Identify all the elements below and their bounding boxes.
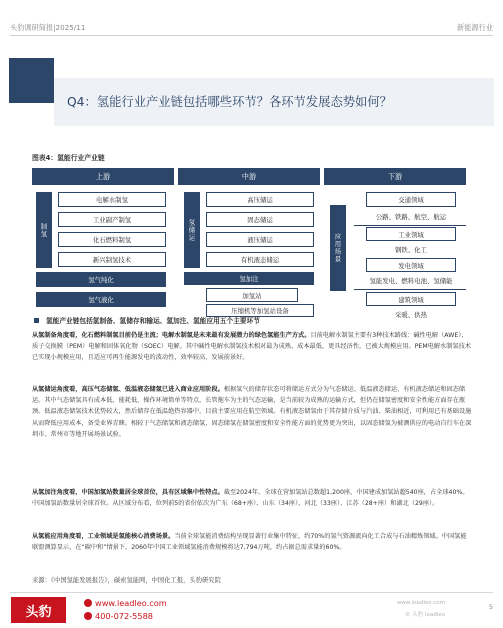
downstream-building-header: 建筑领域 (366, 292, 456, 306)
upstream-production-label: 制氢 (36, 192, 52, 268)
footer-phone[interactable] (84, 611, 153, 621)
footer-right-line1: www.leadleo.com (396, 600, 445, 606)
footer-phone-text[interactable]: 400-072-5588 (95, 611, 154, 621)
footer-divider (10, 592, 493, 593)
paragraph-body: 截至2024年，全球在营加氢站总数超1,200座，中国建成加氢站超540座，占全球40%。中国加氢站数量居全球首位。从区域分布看，位列前5的省份依次为广东（68+座）、山东（34座）、河北（33座）、江苏（28+座）和湖北（29座）。 (32, 489, 469, 508)
header-report-label: 头豹调研简报|2025/11 (10, 23, 86, 32)
midstream-refueling-equipment: 压缩机等加氢站设备 (206, 304, 314, 317)
downstream-application-label: 应用场景 (330, 205, 346, 291)
upstream-item-byproduct: 工业副产制氢 (58, 212, 166, 227)
paragraph-lead: 从氢能应用角度看，工业领域是氢能核心消费场景。 (32, 533, 175, 540)
page-number: 5 (488, 603, 493, 611)
bullet-square-icon (34, 318, 39, 323)
midstream-item-organic: 有机液态储运 (206, 252, 314, 267)
downstream-divider (354, 225, 466, 226)
footer-website-text[interactable]: www.leadleo.com (95, 598, 167, 608)
paragraph-body: 根据氢气的储存状态可将储运方式分为气态储运、低温液态储运、有机液态储运和固态储运。其中气态储氢具有成本低、能耗低、操作环境简单等特点，长管拖车为主的气态运输，是当前较为成熟的运输方式，但仍在储氢密度和安全性能方面存在瓶颈。低温液态储氢技术优势较大，然后储存在低温绝热容器中，目前主要应用在航空领域。有机液态储氢由于其存储介质与汽油、柴油相近，可利用已有基础设施从而降低应用成本，备受业界青睐。相较于气态储氢和液态储氢，固态储氢在储氢密度和安全性能方面的优势更为突出，以固态储氢为被测供应的电动自行车在深圳市、常州市等地开展场景试验。 (32, 386, 472, 438)
upstream-item-electrolysis: 电解水制氢 (58, 192, 166, 207)
upstream-liquefaction: 氢气液化 (36, 292, 166, 307)
paragraph-refueling (32, 487, 472, 509)
figure-summary-note: 氢能产业链包括氢制备、氢储存和输运、氢加注、氢能应用五个主要环节 (46, 317, 260, 325)
downstream-building-detail: 采暖、供热 (395, 310, 427, 319)
midstream-refueling-header: 氢加注 (184, 272, 314, 285)
downstream-industry-header: 工业领域 (366, 227, 456, 241)
stage-upstream: 上游 (32, 168, 174, 185)
paragraph-lead: 从氢储运角度看，高压气态储氢、低温液态储氢已进入商业应用阶段。 (32, 386, 224, 393)
paragraph-lead: 从氢加注角度看，中国加氢站数量居全球首位，具有区域集中性特点。 (32, 489, 224, 496)
figure-title: 图表4：氢能行业产业链 (32, 154, 105, 162)
paragraph-storage (32, 384, 472, 440)
downstream-power-detail: 氢能发电、燃料电池、氢储能 (369, 277, 453, 285)
paragraph-body: 当前全球氢能消费结构呈现显著行业集中特征，约70%的氢气资源流向化工合成与石油精炼领域。中国氢能联盟测算显示，在“碳中和”情景下，2060年中国工业领域氢能消费规模将达7,794万吨，约占据总需求量的60%。 (32, 533, 467, 552)
globe-icon (84, 599, 92, 607)
stage-downstream: 下游 (324, 168, 466, 185)
downstream-divider (354, 289, 466, 290)
upstream-item-emerging: 新兴制氢技术 (58, 252, 166, 267)
footer-right-line2: © 头豹 leadleo (404, 612, 445, 618)
upstream-item-fossil: 化石燃料制氢 (58, 232, 166, 247)
paragraph-body: 目前电解水制氢主要有3种技术路线：碱性电解（AWE）、质子交换膜（PEM）电解和固体氧化物（SOEC）电解。其中碱性电解水制氢技术相对最为成熟、成本最低、更具经济性，已被大规模应用。PEM电解水制氢技术已实现小规模应用，且适应可再生能源发电的波动性，效率较高，发展前景好。 (32, 332, 471, 362)
question-accent-square (9, 58, 54, 103)
midstream-item-solid: 固态储运 (206, 212, 314, 227)
midstream-item-high-pressure: 高压储运 (206, 192, 314, 207)
paragraph-lead: 从氢制备角度看，化石燃料制氢目前仍是主流；电解水制氢是未来最有发展潜力的绿色氢能生产方式。 (32, 332, 311, 339)
paragraph-production (32, 330, 472, 364)
source-citation: 来源：《中国氢能发展报告》，碳索氢能网，中国化工报，头豹研究院 (32, 577, 221, 584)
downstream-industry-detail: 钢铁、化工 (395, 246, 427, 254)
midstream-storage-label: 氢储运 (184, 192, 200, 268)
downstream-transport-detail: 公路、铁路、航空、航运 (375, 212, 447, 221)
leadleo-logo: 头豹 (11, 597, 66, 623)
paragraph-application (32, 531, 472, 553)
upstream-purification: 氢气纯化 (36, 272, 166, 287)
midstream-refueling-station: 加氢站 (206, 288, 298, 302)
header-industry-label: 新能源行业 (457, 23, 493, 32)
downstream-transport-header: 交通领域 (366, 192, 456, 207)
header-divider (10, 35, 493, 36)
stage-midstream: 中游 (178, 168, 320, 185)
phone-icon (84, 612, 92, 620)
footer-website[interactable] (84, 598, 167, 608)
question-heading: Q4：氢能行业产业链包括哪些环节？各环节发展态势如何？ (67, 95, 392, 109)
midstream-item-liquid: 液压储运 (206, 232, 314, 247)
downstream-power-header: 发电领域 (366, 258, 456, 272)
